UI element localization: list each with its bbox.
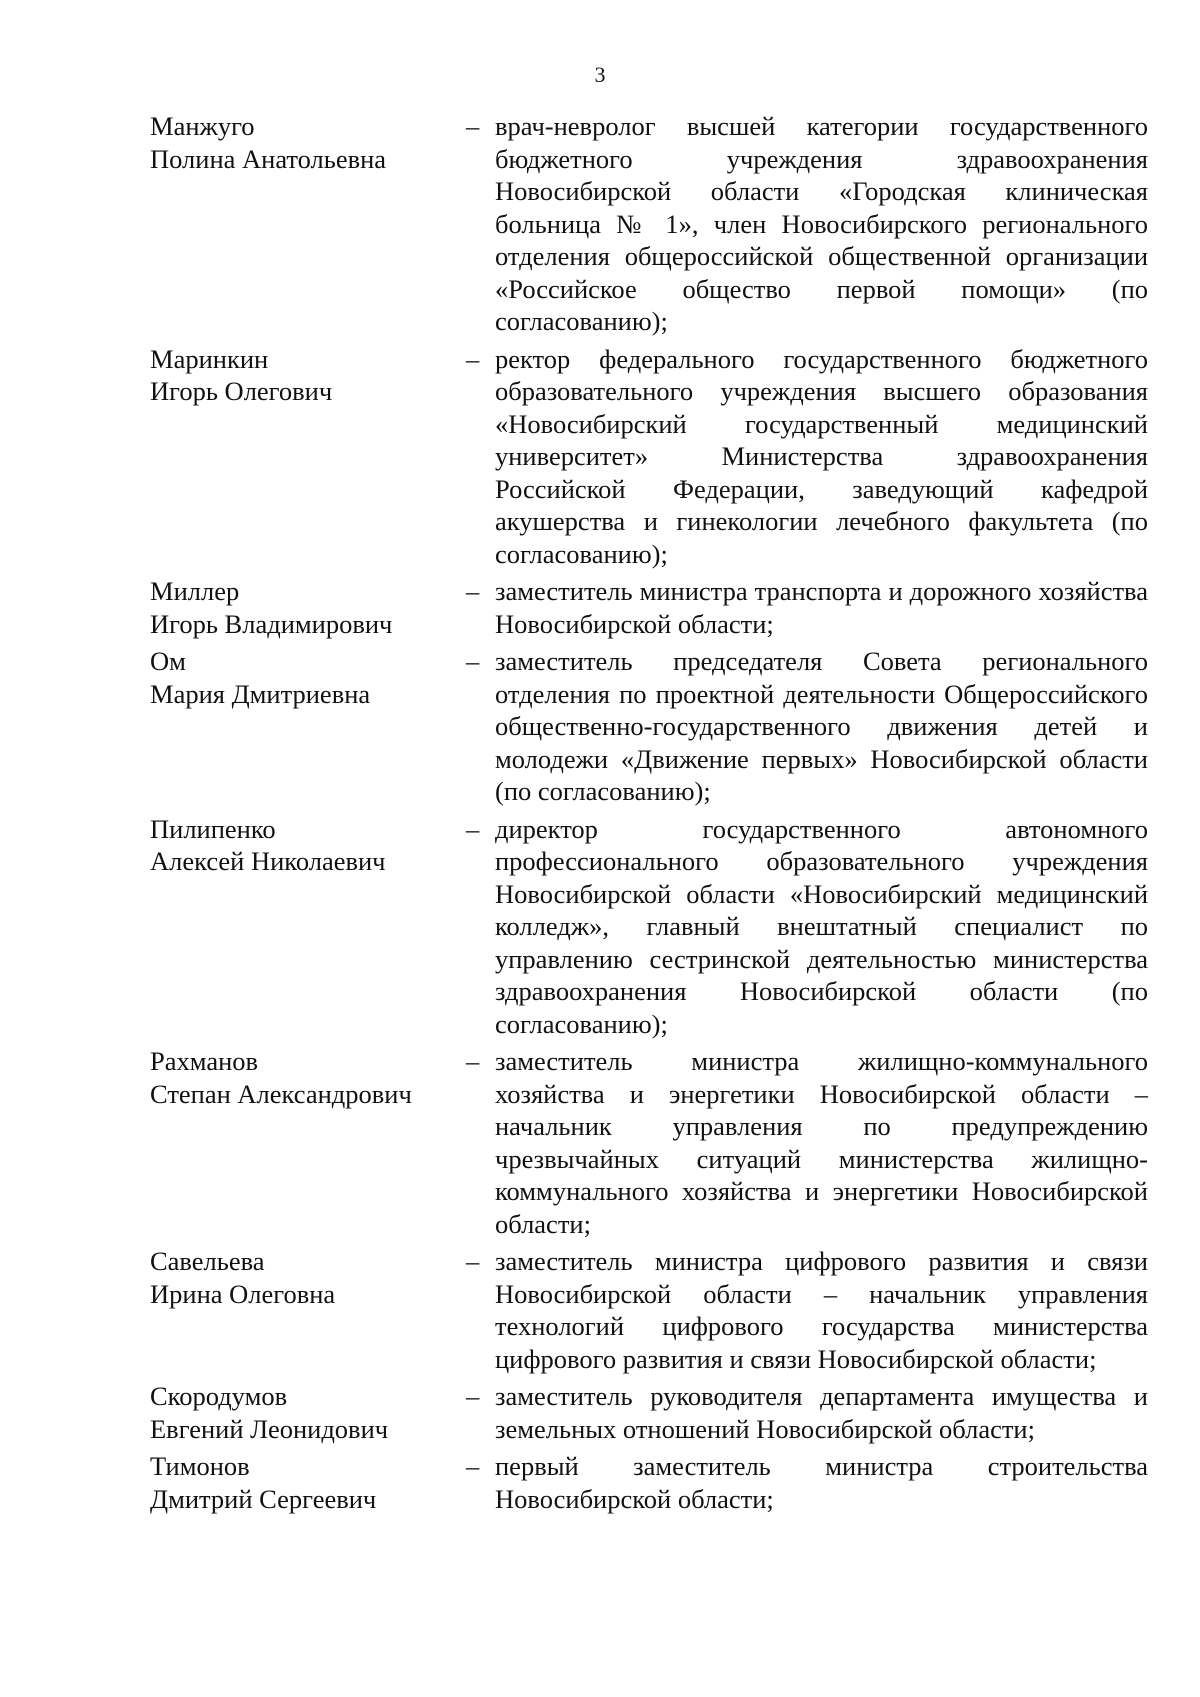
member-name [150, 1245, 450, 1310]
member-given-names: Мария Дмитриевна [150, 678, 371, 709]
member-entry [150, 343, 1148, 571]
member-surname: Манжуго [150, 111, 255, 141]
member-dash: – [466, 1046, 480, 1076]
page-number: 3 [594, 62, 606, 87]
member-entry [150, 1045, 1148, 1240]
member-dash: – [466, 646, 480, 676]
member-entry [150, 1380, 1148, 1445]
member-role: директор государственного автономного профессионального образовательного учреждения Новосибирской области «Новосибирский медицинский колледж», главный внештатный специалист по управлению сестринской деятельностью министерства здравоохранения Новосибирской области (по согласованию); [495, 813, 1148, 1039]
member-surname: Ом [150, 646, 186, 676]
member-given-names: Игорь Олегович [150, 376, 333, 406]
member-dash: – [466, 576, 480, 606]
member-name [150, 813, 450, 878]
member-dash: – [466, 813, 480, 844]
member-role: заместитель председателя Совета регионального отделения по проектной деятельности Общероссийского общественно-государственного движения детей и молодежи «Движение первых» Новосибирской области (по согласованию); [495, 646, 1148, 806]
member-dash: – [466, 1381, 480, 1411]
member-role: заместитель министра транспорта и дорожного хозяйства Новосибирской области; [495, 576, 1148, 639]
member-entry [150, 813, 1148, 1041]
member-entry [150, 110, 1148, 338]
member-name [150, 1045, 450, 1110]
member-name [150, 1450, 450, 1515]
member-name [150, 645, 450, 710]
member-name [150, 343, 450, 408]
member-given-names: Степан Александрович [150, 1078, 412, 1109]
member-given-names: Игорь Владимирович [150, 608, 393, 639]
member-entry [150, 645, 1148, 808]
member-name [150, 110, 450, 175]
member-surname: Маринкин [150, 343, 269, 374]
member-role: заместитель министра цифрового развития и связи Новосибирской области – начальник управления технологий цифрового государства министерства цифрового развития и связи Новосибирской области; [495, 1246, 1148, 1374]
member-role: заместитель руководителя департамента имущества и земельных отношений Новосибирской области; [495, 1381, 1148, 1444]
member-role: врач-невролог высшей категории государственного бюджетного учреждения здравоохранения Новосибирской области «Городская клиническая больница № 1», член Новосибирского регионального отделения общероссийской общественной организации «Российское общество первой помощи» (по согласованию); [495, 111, 1148, 336]
member-dash: – [466, 1246, 480, 1276]
member-given-names: Ирина Олеговна [150, 1278, 336, 1309]
member-name [150, 575, 450, 640]
member-entry [150, 1450, 1148, 1515]
member-list [150, 110, 1148, 1520]
member-surname: Пилипенко [150, 813, 276, 844]
member-role: первый заместитель министра строительства Новосибирской области; [495, 1451, 1148, 1514]
member-dash: – [466, 111, 480, 141]
member-name [150, 1380, 450, 1445]
member-entry [150, 575, 1148, 640]
member-dash: – [466, 343, 480, 374]
member-surname: Миллер [150, 576, 240, 606]
member-surname: Савельева [150, 1246, 265, 1276]
member-given-names: Полина Анатольевна [150, 143, 387, 174]
member-surname: Рахманов [150, 1046, 259, 1076]
member-role: ректор федерального государственного бюджетного образовательного учреждения высшего образования «Новосибирский государственный медицинский университет» Министерства здравоохранения Российской Федерации, заведующий кафедрой акушерства и гинекологии лечебного факультета (по согласованию); [495, 343, 1148, 569]
member-entry [150, 1245, 1148, 1375]
member-given-names: Евгений Леонидович [150, 1413, 389, 1444]
member-surname: Тимонов [150, 1451, 250, 1481]
member-dash: – [466, 1451, 480, 1481]
member-given-names: Алексей Николаевич [150, 846, 386, 876]
member-role: заместитель министра жилищно-коммунального хозяйства и энергетики Новосибирской области – начальник управления по предупреждению чрезвычайных ситуаций министерства жилищно-коммунального хозяйства и энергетики Новосибирской области; [495, 1046, 1148, 1239]
member-surname: Скородумов [150, 1381, 288, 1411]
member-given-names: Дмитрий Сергеевич [150, 1483, 377, 1514]
